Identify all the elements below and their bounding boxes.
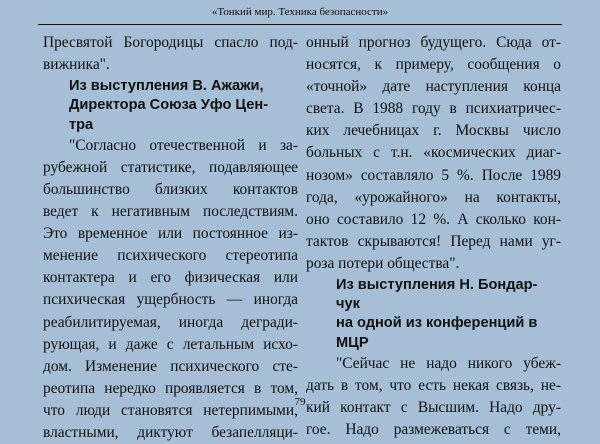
- text-line: вижника".: [43, 56, 110, 74]
- text-line: носятся, к примеру, сообщения о: [306, 56, 561, 74]
- text-line: года, «урожайного» на контакты,: [306, 188, 561, 206]
- text-line: менение психического стереотипа: [43, 247, 298, 265]
- text-line: Пресвятой Богородицы спасло под-: [43, 34, 298, 51]
- text-line: реотипа нередко проявляется в том,: [43, 379, 298, 397]
- text-line: кий контакт с Высшим. Надо дру-: [306, 399, 561, 417]
- text-line: психическая ущербность — иногда: [43, 291, 298, 309]
- text-line: больных с т.н. «космических диаг-: [306, 144, 561, 162]
- text-line: ведет к негативным последствиям.: [43, 203, 298, 221]
- text-line: что люди становятся нетерпимыми,: [43, 401, 298, 419]
- text-line: Это временное или постоянное из-: [43, 225, 298, 243]
- header-rule: [38, 24, 562, 25]
- left-column: [43, 32, 298, 444]
- running-header: «Тонкий мир. Техника безопасности»: [211, 6, 389, 18]
- text-line: нозом» составляло 5 %. После 1989: [306, 166, 561, 184]
- text-line: "Согласно отечественной и за-: [69, 136, 298, 154]
- text-line: властными, диктуют безапелляци-: [43, 424, 298, 442]
- text-line: оно составило 12 %. А сколько кон-: [306, 210, 561, 228]
- text-line: света. В 1988 году в психиатричес-: [306, 100, 561, 118]
- text-line: дать в том, что есть некая связь, не-: [306, 376, 561, 394]
- text-line: контактера и его физическая или: [43, 269, 298, 287]
- text-line: дом. Изменение психического сте-: [43, 357, 298, 375]
- right-column: [306, 32, 561, 441]
- text-line: тактов скрываются! Перед нами уг-: [306, 232, 561, 250]
- text-line: ких лечебницах г. Москвы число: [306, 122, 561, 140]
- text-line: онный прогноз будущего. Сюда от-: [306, 34, 561, 51]
- text-line: "Сейчас не надо никого убеж-: [336, 354, 561, 372]
- section-heading: Из выступления В. Ажажи, Директора Союза Уфо Цен- тра: [69, 78, 269, 133]
- text-line: большинство близких контактов: [43, 180, 298, 198]
- text-line: «точной» дате наступления конца: [306, 78, 561, 96]
- page-number: 79: [294, 396, 306, 408]
- text-line: гое. Надо размежеваться с теми,: [306, 421, 561, 439]
- text-line: роза потери общества".: [306, 254, 460, 272]
- text-line: рубежной статистике, подавляющее: [43, 158, 298, 176]
- section-heading: Из выступления Н. Бондар- чук на одной из конференций в МЦР: [336, 277, 538, 351]
- text-line: рующая, и даже с летальным исхо-: [43, 335, 298, 353]
- text-line: реабилитируемая, иногда дегради-: [43, 313, 298, 331]
